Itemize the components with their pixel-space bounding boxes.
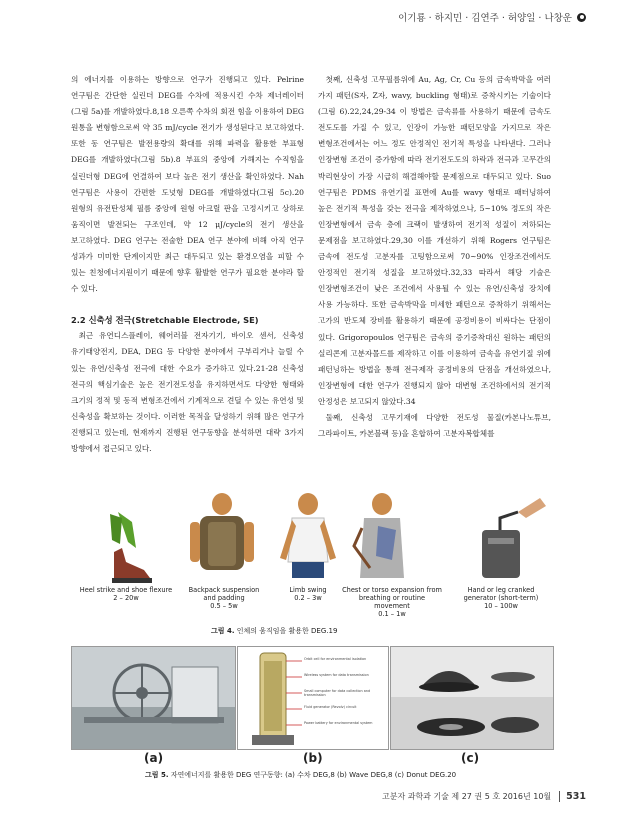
fig4-item-limb-value: 0.2 – 3w xyxy=(294,594,322,602)
backpack-person-illustration xyxy=(190,493,254,570)
chest-person-illustration xyxy=(354,493,404,578)
left-paragraph-2: 최근 유연디스플레이, 웨어러블 전자기기, 바이오 센서, 신축성 유기태양전지, DEA, DEG 등 다양한 분야에서 구부리거나 늘릴 수 있는 유연/신축성 전극에 대한 수요가 증가하고 있다.21-28 신축성 전극의 핵심기술은 높은 전기전도성을 유지하면서도 다양한 형태와 크기의 정적 및 동적 변형조건에서 기계적으로 견딜 수 있는 유연성 및 신축성을 확보하는 것이다. 이러한 목적을 달성하기 위해 많은 연구가 진행되고 있는데, 현재까지 진행된 연구동향을 분석하면 대략 3가지 방향에서 접근되고 있다. xyxy=(71,331,304,453)
figure-4-caption xyxy=(211,626,337,636)
figure-5b-label: (b) xyxy=(303,751,323,765)
limb-swing-person-illustration xyxy=(280,493,336,578)
wave-deg-callout-1: Orbit cell for environmental isolation xyxy=(304,657,367,661)
fig4-item-chest xyxy=(342,586,442,618)
wave-deg-callout-2: Wireless system for data transmission xyxy=(304,673,369,677)
fig4-item-limb xyxy=(276,586,340,602)
fig4-item-heel-value: 2 – 20w xyxy=(113,594,139,602)
fig4-item-chest-value: 0.1 – 1w xyxy=(378,610,406,618)
header-authors: 이기룡 · 하지민 · 김연주 · 허양일 · 나창운 xyxy=(398,13,572,24)
water-wheel-deg-image xyxy=(72,647,235,749)
fig4-item-heel xyxy=(70,586,182,602)
figure-4-caption-text: 인체의 움직임을 활용한 DEG.19 xyxy=(236,627,338,635)
fig4-item-limb-title: Limb swing xyxy=(289,586,327,594)
donut-deg-image xyxy=(391,647,553,749)
footer-journal: 고분자 과학과 기술 제 27 권 5 호 2016년 10월 xyxy=(381,792,552,801)
figure-4 xyxy=(70,492,552,622)
figure-5-caption xyxy=(145,770,456,780)
shoe-illustration xyxy=(110,512,152,583)
right-column xyxy=(318,72,551,442)
figure-5c-photo xyxy=(390,646,554,750)
fig4-item-heel-title: Heel strike and shoe flexure xyxy=(79,586,173,594)
right-paragraph-2: 둘째, 신축성 고무기재에 다양한 전도성 물질(카본나노튜브, 그라파이트, 카본블랙 등)을 혼합하여 고분자복합체를 xyxy=(318,412,551,439)
wave-deg-diagram xyxy=(238,647,388,749)
figure-5a-label: (a) xyxy=(144,751,164,765)
right-paragraph-1: 첫째, 신축성 고무필름위에 Au, Ag, Cr, Cu 등의 금속박막을 여러 가지 패턴(S자, Z자, wavy, buckling 형태)로 증착시키는 기술이다(그림 6).22,24,29-34 이 방법은 금속류를 사용하기 때문에 금속도 전도도를 가질 수 있고, 인장이 가능한 패턴모양을 가지므로 작은 변형조건에서는 어느 정도 안정적인 전기적 특성을 나타낸다. 그러나 인장변형 조건이 증가함에 따라 전기전도도의 하락과 전극과 고무간의 박리현상이 가장 시급히 해결해야할 문제점으로 대두되고 있다. Suo 연구팀은 PDMS 유연기질 표면에 Au를 wavy 형태로 패터닝하여 높은 전기적 특성을 갖는 전극을 제작하였으나, 5~10% 정도의 작은 인장변형에서 금속 층에 크랙이 발생하여 전기적 성질이 저하되는 문제점을 보고하였다.29,30 이를 개선하기 위해 Rogers 연구팀은 금속에 전도성 고분자를 고팅함으로써 70~90% 인장조건에서도 안정적인 전기적 성질을 보고하였다.32,33 따라서 해당 기술은 인장변형조건이 낮은 조건에서 사용될 수 있는 유연/신축성 장치에 사용 가능하다. 또한 금속박막을 미세한 패턴으로 증착하기 위해서는 고가의 반도체 장비를 활용하기 때문에 공정비용이 비싸다는 단점이 있다. Grigoropoulos 연구팀은 금속의 증기증착대신 원하는 패턴의 실리콘계 고분자몰드를 제작하고 이를 이용하여 금속을 유연기질 위에 패턴닝하는 방법을 통해 전극제작 공정비용의 단점을 개선하였으나, 인장변형에 대한 연구가 진행되지 않아 대변형 조건하에서의 전기적 안정성은 보고되지 않았다.34 xyxy=(318,75,551,406)
figure-5-caption-label: 그림 5. xyxy=(145,771,169,779)
header-bullet-icon xyxy=(577,13,586,22)
fig4-item-crank-value: 10 – 100w xyxy=(484,602,518,610)
fig4-item-crank-title: Hand or leg cranked generator (short-term) xyxy=(463,586,539,602)
figure-5b-diagram xyxy=(237,646,389,750)
figure-5-caption-text: 자연에너지를 활용한 DEG 연구동향: (a) 수차 DEG,8 (b) Wave DEG,8 (c) Donut DEG.20 xyxy=(170,771,457,779)
section-title: 2.2 신축성 전극(Stretchable Electrode, SE) xyxy=(71,315,259,326)
figure-4-caption-label: 그림 4. xyxy=(211,627,235,635)
page-number: 531 xyxy=(559,791,586,802)
wave-deg-callout-3: Small computer for data collection and transmission xyxy=(304,689,371,697)
wave-deg-callout-4: Fluid generator (Revolv) circuit xyxy=(304,705,357,709)
running-header xyxy=(398,10,586,24)
fig4-item-chest-title: Chest or torso expansion from breathing or routine movement xyxy=(342,586,442,610)
fig4-item-backpack-value: 0.5 – 5w xyxy=(210,602,238,610)
figure-5a-photo xyxy=(71,646,236,750)
hand-crank-illustration xyxy=(482,498,546,578)
fig4-item-crank xyxy=(454,586,548,610)
fig4-item-backpack xyxy=(184,586,264,610)
wave-deg-callout-5: Power battery for environmental system xyxy=(304,721,373,725)
left-paragraph-1: 의 에너지를 이용하는 방향으로 연구가 진행되고 있다. Pelrine 연구팀은 간단한 실린더 DEG를 수차에 적용시킨 수차 제너레이터(그림 5a)를 개발하였다.8,18 오른쪽 수차의 회전 힘을 이용하여 DEG 원통을 변형함으로써 약 35 mJ/cycle 전기가 생성된다고 보고하였다. 또한 동 연구팀은 발전용량의 확대를 위해 파력을 활용한 부표형 DEG를 개발하였다(그림 5b).8 부표의 중앙에 가해지는 수직힘을 실린더형 DEG에 연결하여 보다 높은 전기 생산을 확인하였다. Nah 연구팀은 사용이 간편한 도넛형 DEG를 개발하였다(그림 5c).20 원형의 유전탄성체 필름 중앙에 원형 아크릴 판을 고정시키고 상하로 움직이면 발전되는 구조인데, 약 12 μJ/cycle의 전기 생산을 보고하였다. DEG 연구는 전술한 DEA 연구 분야에 비해 아직 연구 성과가 미미한 단계이지만 최근 대두되고 있는 환경오염을 피할 수 있는 친청에너지원이기 때문에 향후 활발한 연구가 필요한 분야라 할 수 있다. xyxy=(71,75,304,294)
figure-5c-label: (c) xyxy=(461,751,480,765)
left-column xyxy=(71,72,304,457)
fig4-item-backpack-title: Backpack suspension and padding xyxy=(188,586,260,602)
page-footer xyxy=(382,791,586,802)
